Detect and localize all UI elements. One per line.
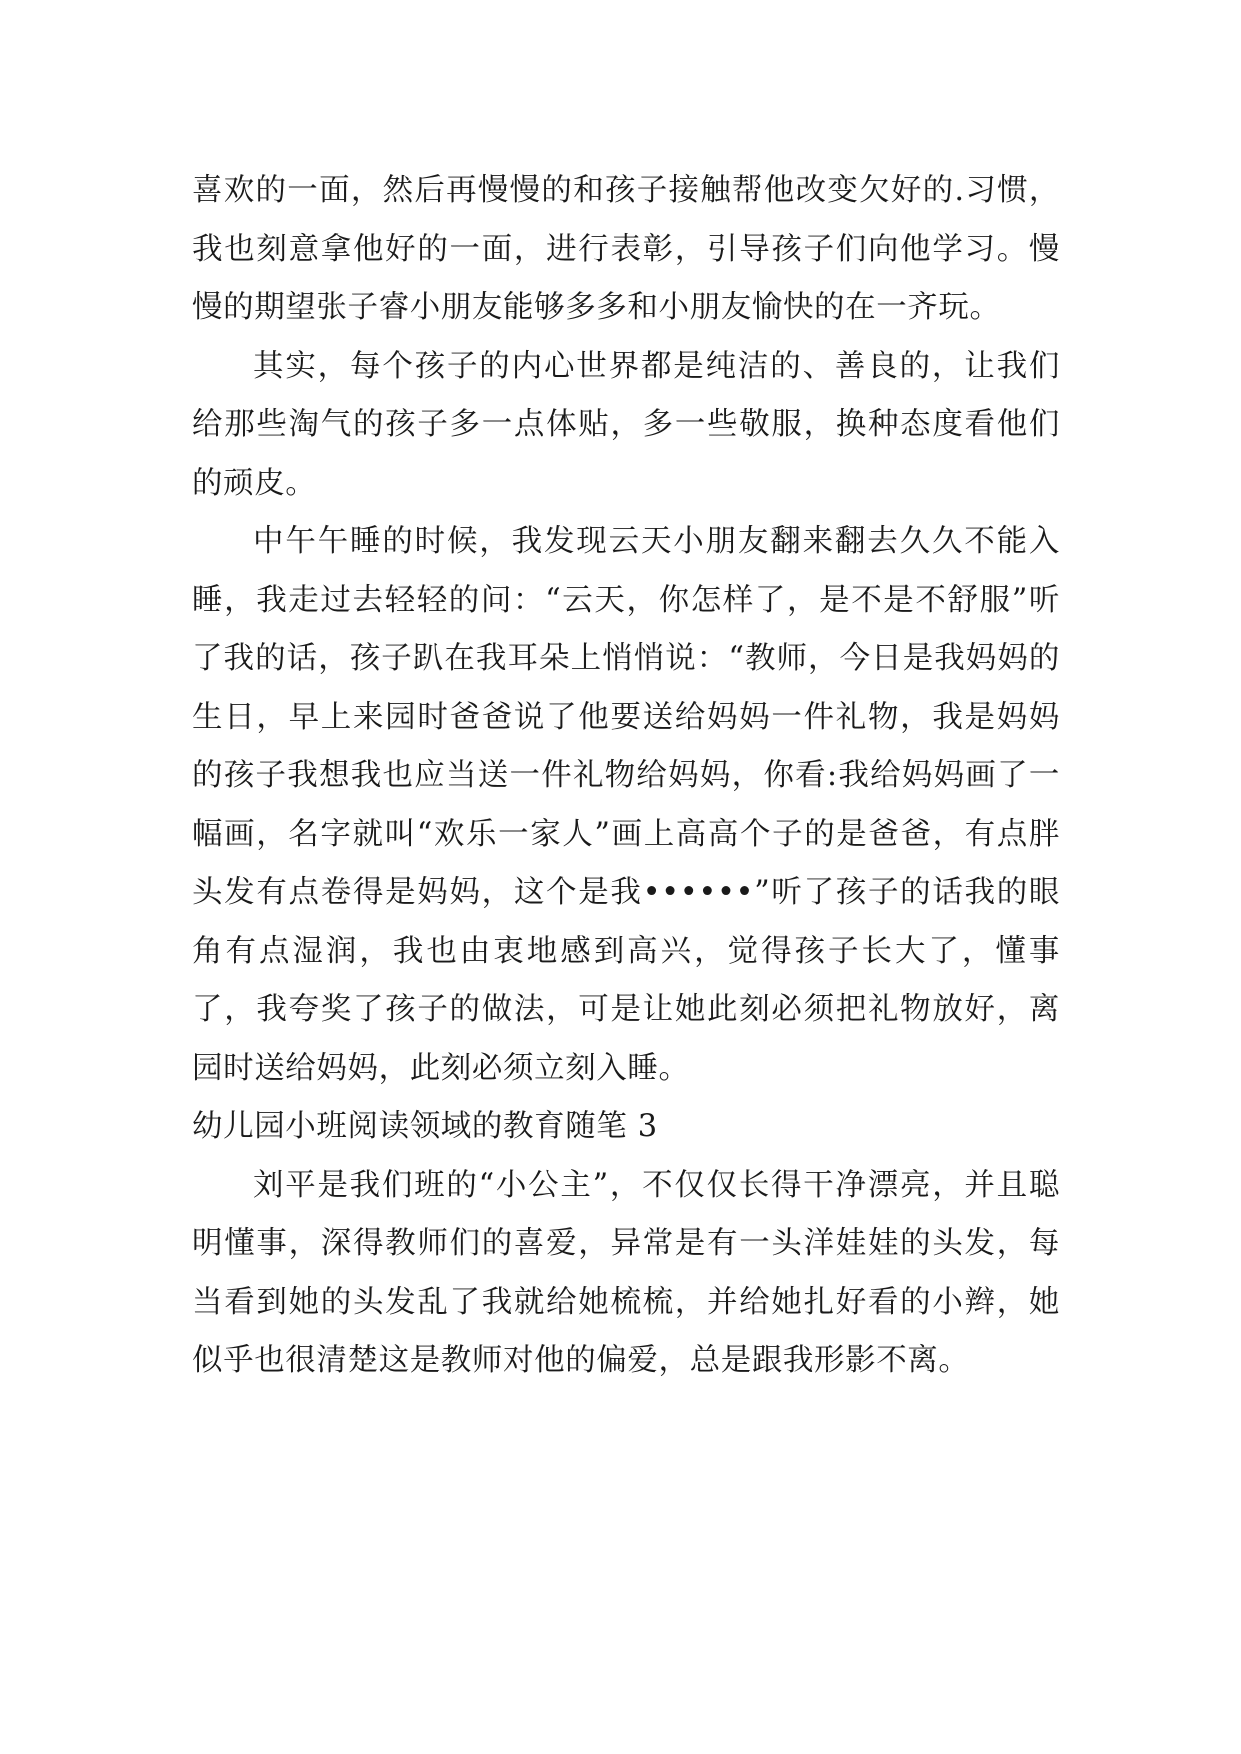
paragraph-continuation: 喜欢的一面，然后再慢慢的和孩子接触帮他改变欠好的.习惯，我也刻意拿他好的一面，进行表彰，引导孩子们向他学习。慢慢的期望张子睿小朋友能够多多和小朋友愉快的在一齐玩。 (192, 173, 1060, 325)
document-body (192, 162, 1060, 1391)
paragraph-nap-time: 中午午睡的时候，我发现云天小朋友翻来翻去久久不能入睡，我走过去轻轻的问：“云天，你怎样了，是不是不舒服”听了我的话，孩子趴在我耳朵上悄悄说：“教师，今日是我妈妈的生日，早上来园时爸爸说了他要送给妈妈一件礼物，我是妈妈的孩子我想我也应当送一件礼物给妈妈，你看:我给妈妈画了一幅画，名字就叫“欢乐一家人”画上高高个子的是爸爸，有点胖头发有点卷得是妈妈，这个是我••••••”听了孩子的话我的眼角有点湿润，我也由衷地感到高兴，觉得孩子长大了，懂事了，我夸奖了孩子的做法，可是让她此刻必须把礼物放好，离园时送给妈妈，此刻必须立刻入睡。 (192, 524, 1060, 1086)
paragraph-liu-ping: 刘平是我们班的“小公主”，不仅仅长得干净漂亮，并且聪明懂事，深得教师们的喜爱，异常是有一头洋娃娃的头发，每当看到她的头发乱了我就给她梳梳，并给她扎好看的小辫，她似乎也很清楚这是教师对他的偏爱，总是跟我形影不离。 (192, 1167, 1060, 1378)
paragraph-inner-world: 其实，每个孩子的内心世界都是纯洁的、善良的，让我们给那些淘气的孩子多一点体贴，多一些敬服，换种态度看他们的顽皮。 (192, 348, 1060, 501)
section-heading: 幼儿园小班阅读领域的教育随笔 3 (192, 1109, 658, 1144)
